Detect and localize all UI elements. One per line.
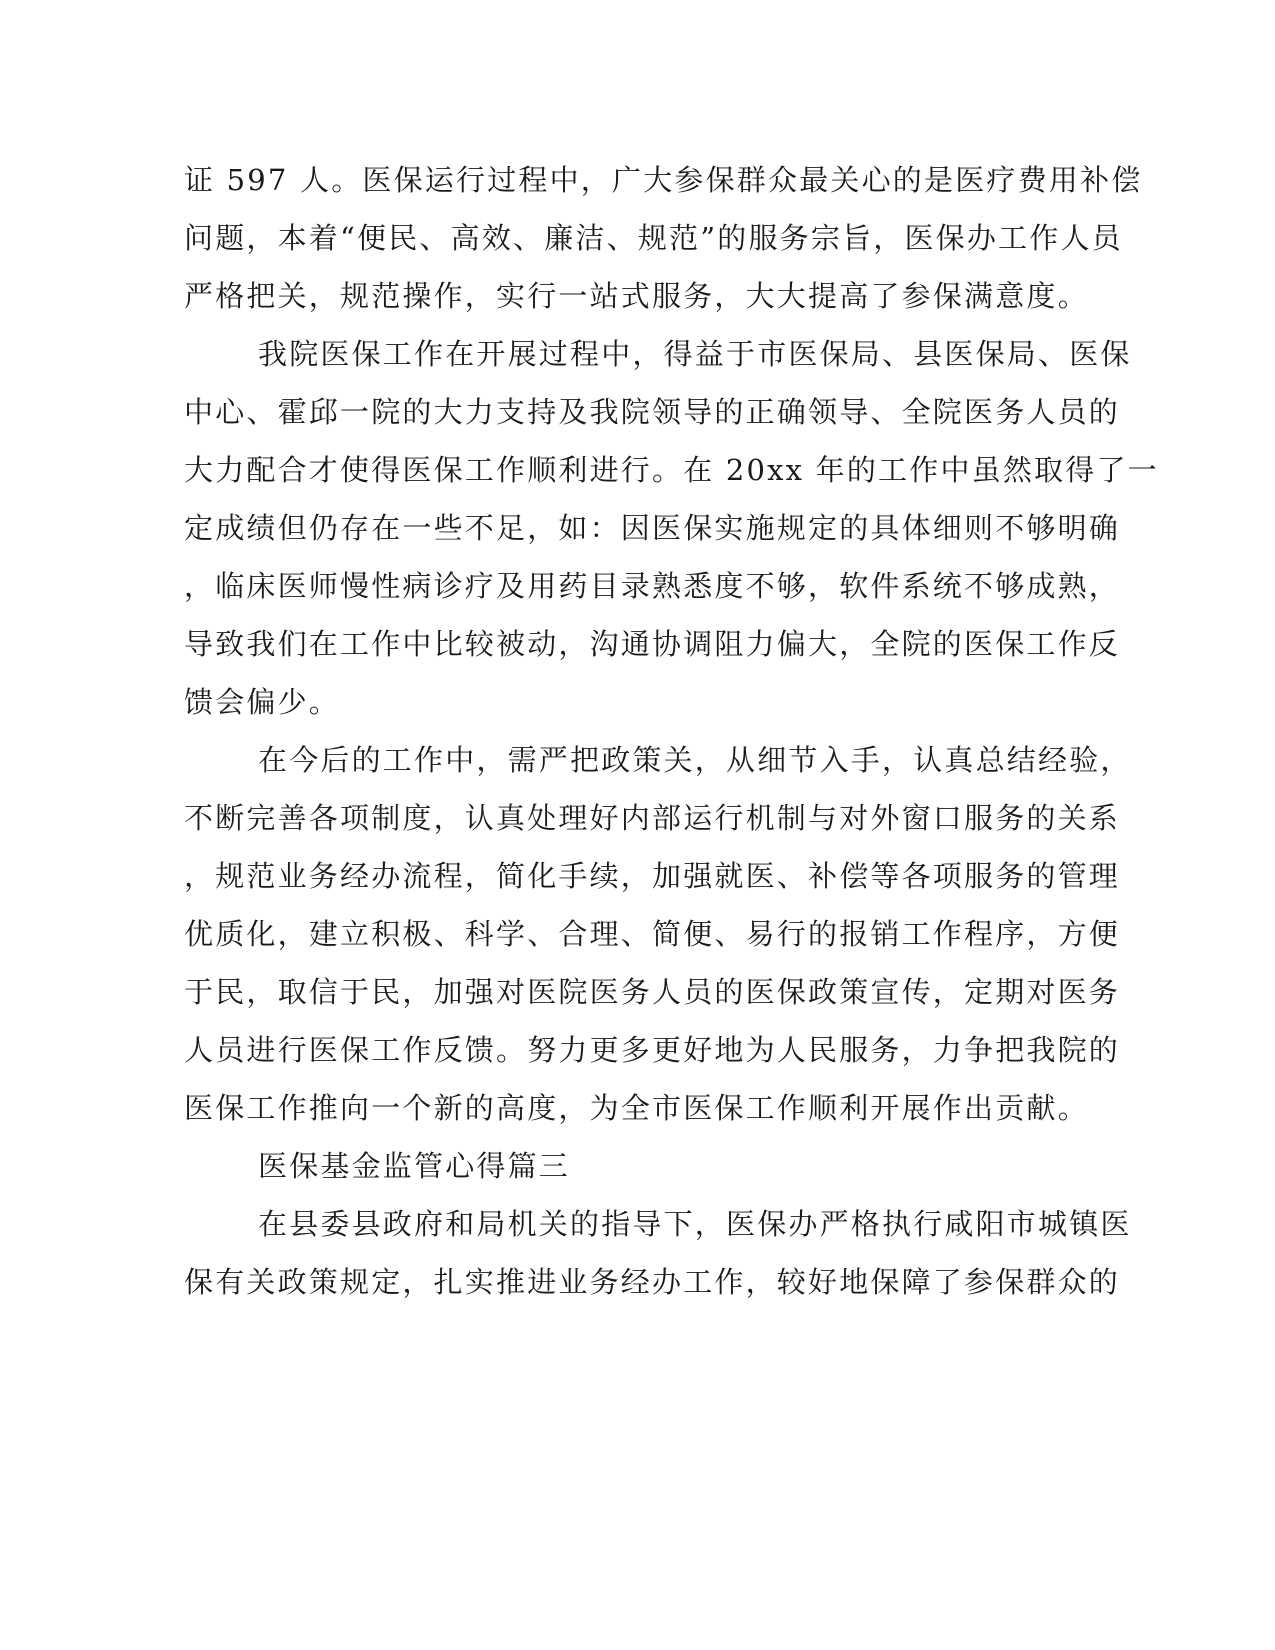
text-line: ，临床医师慢性病诊疗及用药目录熟悉度不够，软件系统不够成熟， — [184, 569, 1121, 603]
text-line: 中心、霍邱一院的大力支持及我院领导的正确领导、全院医务人员的 — [184, 395, 1121, 429]
text-line: 问题，本着“便民、高效、廉洁、规范”的服务宗旨，医保办工作人员 — [184, 221, 1123, 255]
text-line: 定成绩但仍存在一些不足，如：因医保实施规定的具体细则不够明确 — [184, 511, 1121, 545]
text-line: 大力配合才使得医保工作顺利进行。在 20xx 年的工作中虽然取得了一 — [184, 453, 1159, 487]
paragraph-start-line: 我院医保工作在开展过程中，得益于市医保局、县医保局、医保 — [258, 337, 1132, 371]
text-line: 不断完善各项制度，认真处理好内部运行机制与对外窗口服务的关系 — [184, 801, 1121, 835]
text-line: 优质化，建立积极、科学、合理、简便、易行的报销工作程序，方便 — [184, 917, 1121, 951]
text-line: ，规范业务经办流程，简化手续，加强就医、补偿等各项服务的管理 — [184, 859, 1121, 893]
text-line: 严格把关，规范操作，实行一站式服务，大大提高了参保满意度。 — [184, 279, 1089, 313]
text-line: 保有关政策规定，扎实推进业务经办工作，较好地保障了参保群众的 — [184, 1265, 1121, 1299]
text-line: 医保工作推向一个新的高度，为全市医保工作顺利开展作出贡献。 — [184, 1091, 1089, 1125]
paragraph-start-line: 在县委县政府和局机关的指导下，医保办严格执行咸阳市城镇医 — [258, 1207, 1132, 1241]
text-line: 人员进行医保工作反馈。努力更多更好地为人民服务，力争把我院的 — [184, 1033, 1121, 1067]
text-line: 馈会偏少。 — [184, 685, 341, 719]
paragraph-start-line: 在今后的工作中，需严把政策关，从细节入手，认真总结经验， — [258, 743, 1132, 777]
text-line: 于民，取信于民，加强对医院医务人员的医保政策宣传，定期对医务 — [184, 975, 1121, 1009]
text-line: 证 597 人。医保运行过程中，广大参保群众最关心的是医疗费用补偿 — [184, 163, 1143, 197]
text-line: 导致我们在工作中比较被动，沟通协调阻力偏大，全院的医保工作反 — [184, 627, 1121, 661]
section-heading: 医保基金监管心得篇三 — [258, 1149, 571, 1183]
